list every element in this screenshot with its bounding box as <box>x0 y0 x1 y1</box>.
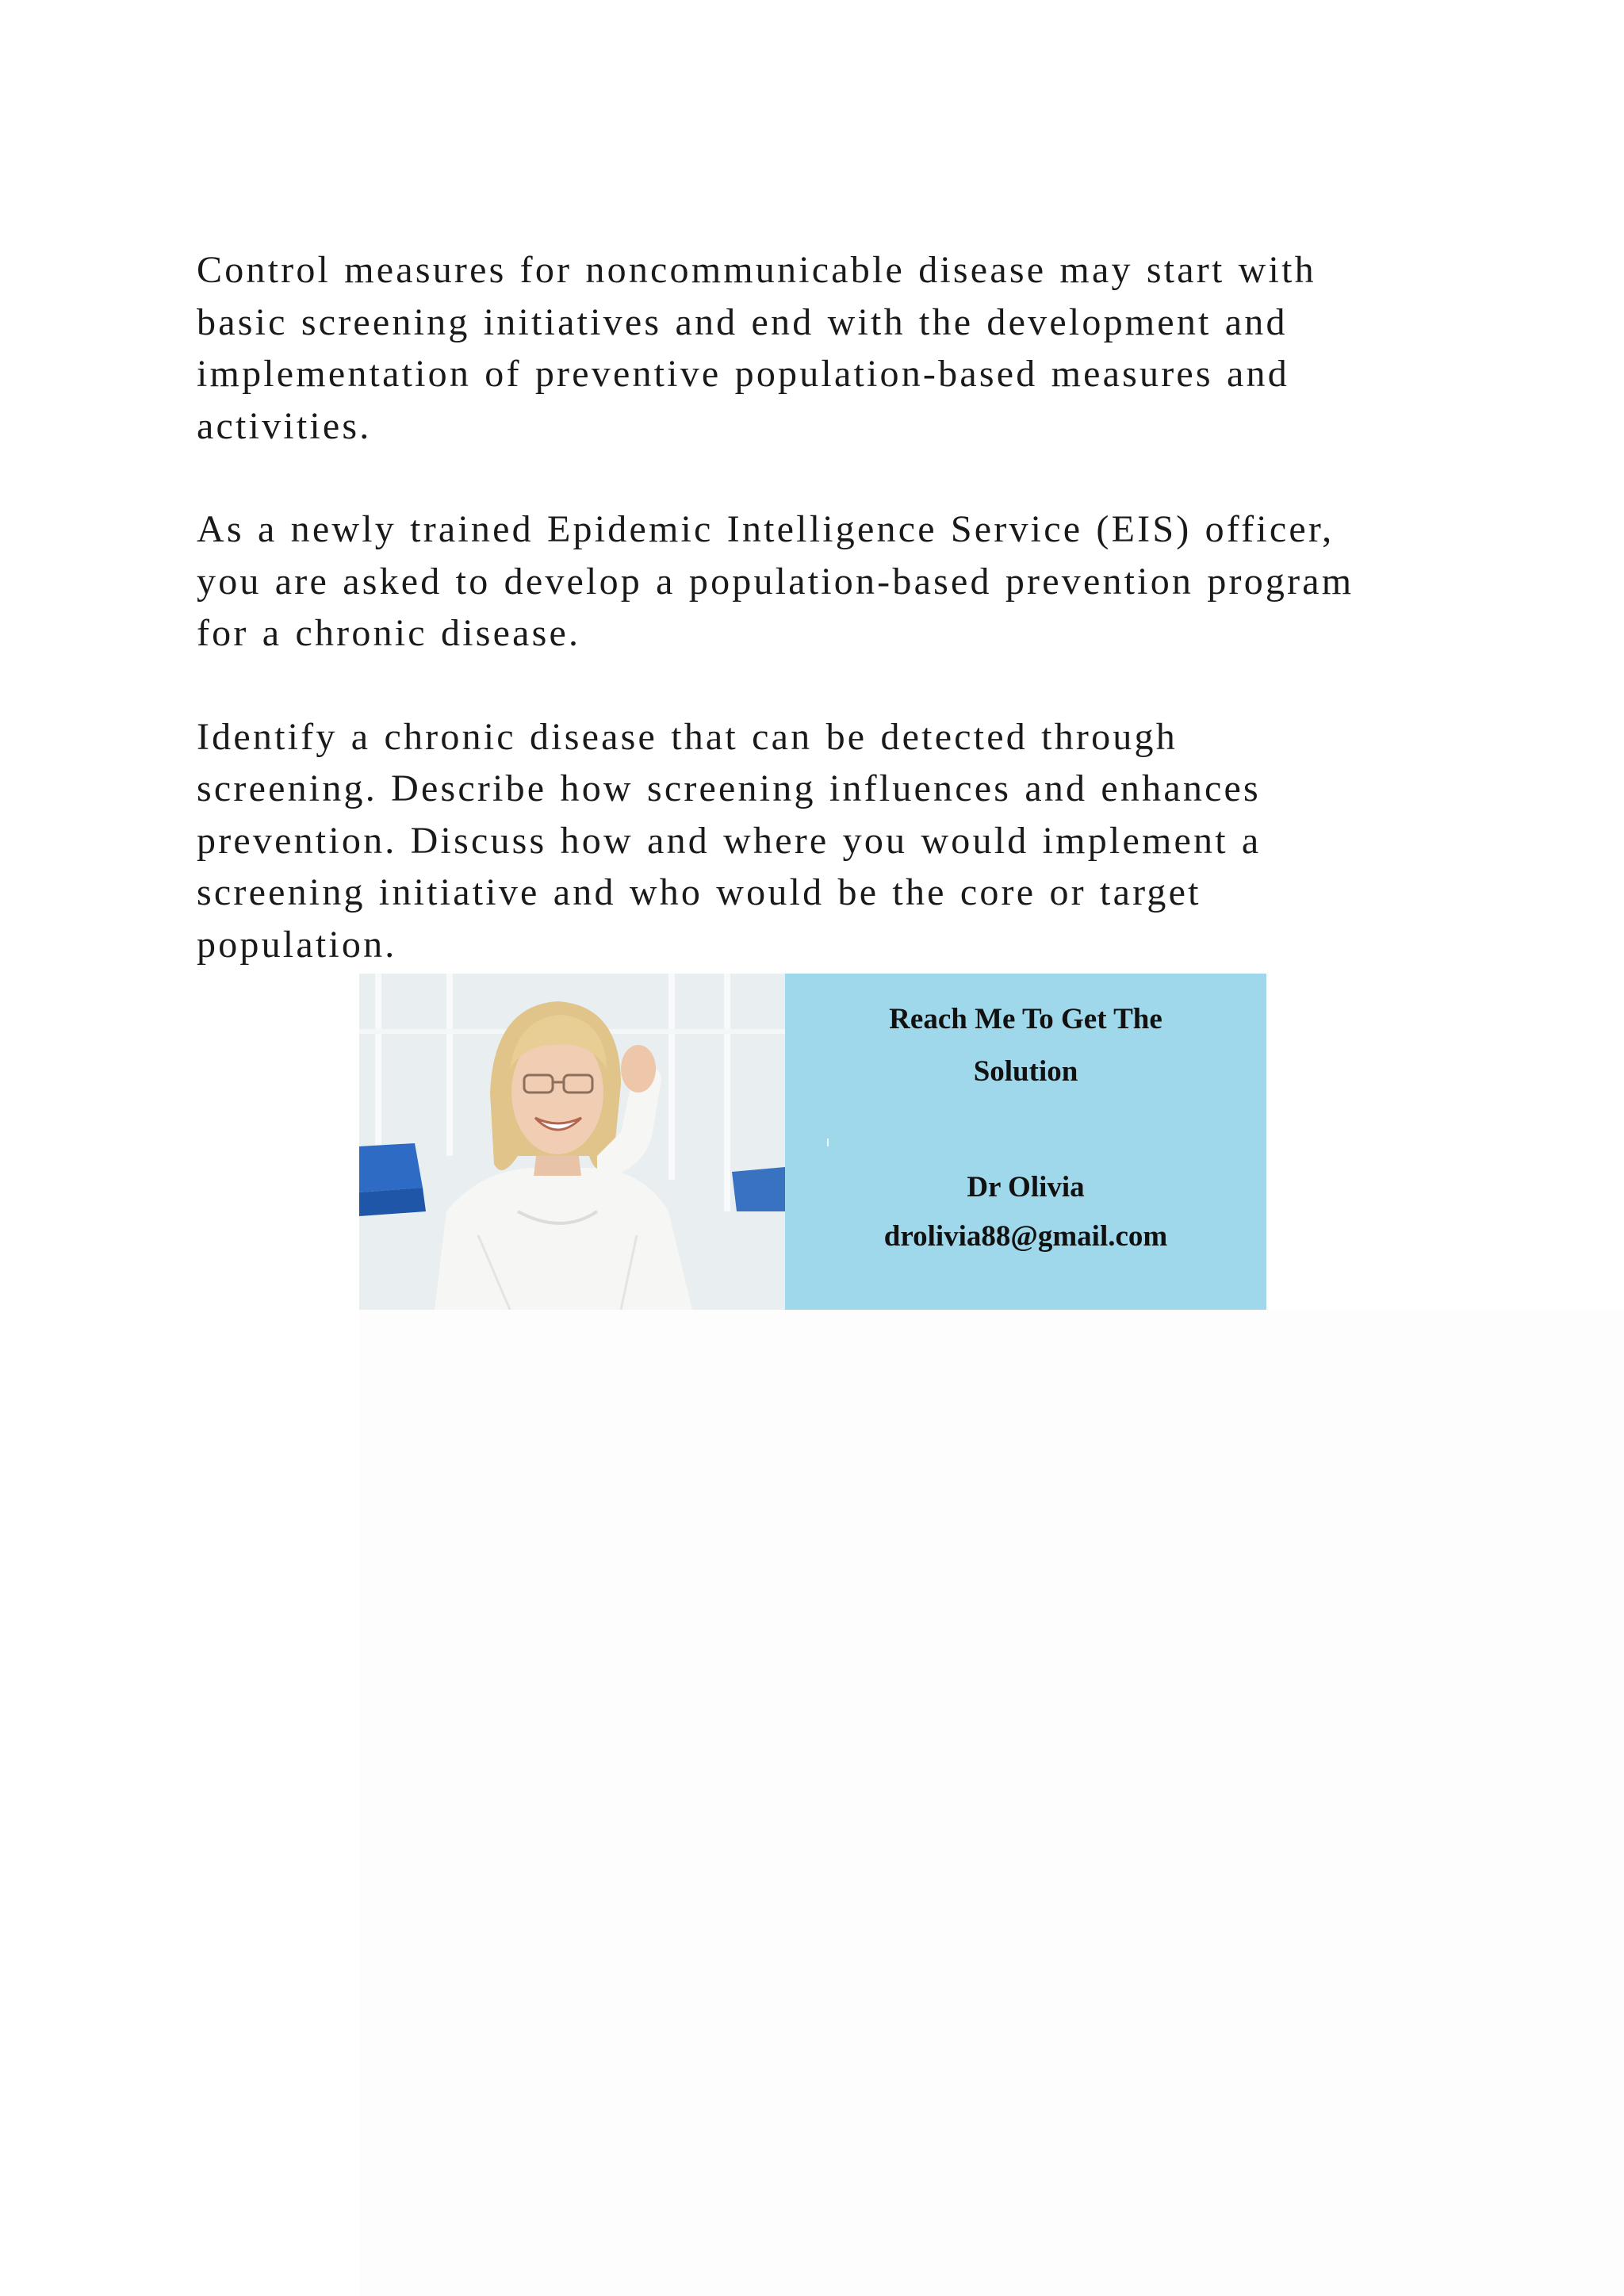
blank-area <box>359 1310 1624 2296</box>
paragraph-assignment: Identify a chronic disease that can be detected through screening. Describe how screening influences and enhances prevention. Discuss how and where you would implement a screening initiative and who would be the core or target population. <box>197 715 1262 966</box>
banner-headline: Reach Me To Get The <box>889 1003 1162 1035</box>
banner-subheadline: Solution <box>973 1055 1078 1088</box>
woman-illustration <box>359 974 785 1310</box>
contact-email[interactable]: drolivia88@gmail.com <box>883 1220 1168 1253</box>
contact-name: Dr Olivia <box>967 1171 1085 1203</box>
banner-mark <box>827 1138 829 1146</box>
document-body <box>197 244 1465 970</box>
woman-photo <box>359 974 785 1310</box>
paragraph-intro: Control measures for noncommunicable disease may start with basic screening initiatives and end with the development and implementation of preventive population-based measures and activities. <box>197 249 1316 447</box>
paragraph-eis-officer: As a newly trained Epidemic Intelligence Service (EIS) officer, you are asked to develop a population-based prevention program for a chronic disease. <box>197 508 1354 654</box>
contact-banner <box>359 974 1266 1310</box>
contact-panel <box>785 974 1266 1310</box>
